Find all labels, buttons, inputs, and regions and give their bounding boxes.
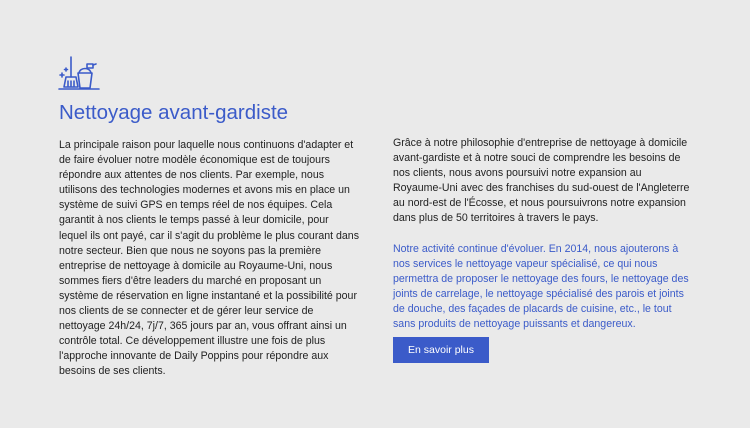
expansion-paragraph: Grâce à notre philosophie d'entreprise de nettoyage à domicile avant-gardiste et à notre souci de comprendre les besoins de nos clients, nous avons poursuivi notre expansion au Royaume-Uni avec des franchises du sud-ouest de l'Angleterre au nord-est de l'Écosse, et nous poursuivrons notre expansion dans plus de 50 territoires à travers le pays. [393, 137, 690, 225]
right-column [393, 136, 690, 332]
page-title: Nettoyage avant-gardiste [59, 101, 289, 124]
services-paragraph: Notre activité continue d'évoluer. En 2014, nous ajouterons à nos services le nettoyage vapeur spécialisé, ce qui nous permettra de proposer le nettoyage des fours, le nettoyage des joints de carrelage, le nettoyage spécialisé des parois et joints de douche, des façades de placards de cuisine, etc., le tout sans produits de nettoyage puissants et dangereux. [393, 242, 689, 331]
intro-paragraph: La principale raison pour laquelle nous continuons d'adapter et de faire évoluer notre modèle économique est de toujours répondre aux attentes de nos clients. Par exemple, nous utilisons des technologies modernes et avons mis en place un système de suivi GPS en temps réel de nos équipes. Cela garantit à nos clients le temps passé à leur domicile, pour lequel ils ont payé, car il s'agit du problème le plus courant dans notre secteur. Bien que nous ne soyons pas la première entreprise de nettoyage à domicile au Royaume-Uni, nous sommes fiers d'être leaders du marché en proposant un système de réservation en ligne instantané et la possibilité pour nos clients de se connecter et de gérer leur service de nettoyage 24h/24, 7j/7, 365 jours par an, vous offrant ainsi un contrôle total. Ce développement illustre une fois de plus l'approche innovante de Daily Poppins pour répondre aux besoins de ses clients. [59, 139, 359, 378]
cleaning-supplies-icon [58, 55, 100, 93]
learn-more-button[interactable]: En savoir plus [393, 337, 489, 363]
